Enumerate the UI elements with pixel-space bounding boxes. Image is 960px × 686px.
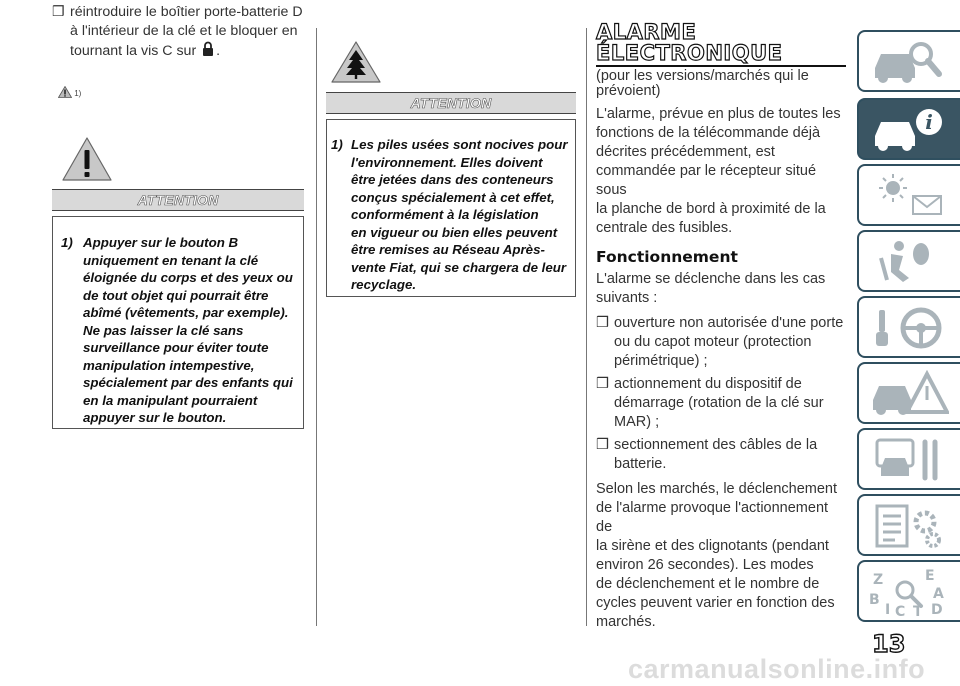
attention-line: conçus spécialement à cet effet,: [351, 189, 555, 205]
paragraph: [596, 105, 848, 238]
attention-line: Appuyer sur le bouton B: [83, 235, 239, 250]
subsection-title: Fonctionnement: [596, 248, 738, 266]
attention-line: appuyer sur le bouton.: [83, 410, 227, 425]
attention-line: être remises au Réseau Après-: [351, 242, 545, 257]
attention-line: uniquement en tenant la clé: [83, 252, 259, 268]
bullet-item: [596, 375, 848, 432]
attention-line: l'environnement. Elles doivent: [351, 154, 543, 170]
attention-line: Les piles usées sont nocives pour: [351, 137, 568, 152]
tab-emergency[interactable]: [857, 362, 960, 424]
checkbox-bullet-icon: ❒: [596, 315, 609, 331]
column-divider: [316, 28, 317, 626]
paragraph-line: L'alarme se déclenche dans les cas: [596, 271, 826, 287]
tab-maintenance[interactable]: [857, 428, 960, 490]
attention-box: [52, 216, 304, 429]
svg-text:i: i: [925, 110, 933, 134]
car-info-icon: [869, 106, 949, 154]
page-number: 13: [872, 630, 906, 658]
checkbox-bullet-icon: ❒: [52, 4, 65, 20]
tab-car-info[interactable]: [857, 98, 960, 160]
paragraph-line: de déclenchement et le nombre de: [596, 576, 820, 592]
column-divider: [586, 28, 587, 626]
paragraph-line: la sirène et des clignotants (pendant: [596, 538, 829, 554]
attention-line: de tout objet qui pourrait être: [83, 287, 269, 303]
attention-line: en vigueur ou bien elles peuvent: [351, 224, 558, 240]
warning-exclamation-icon: [61, 136, 113, 182]
bullet-line: périmétrique) ;: [614, 353, 708, 369]
alphabet-index-icon: [869, 568, 949, 616]
svg-text:Z: Z: [873, 572, 884, 588]
bullet-line: ouverture non autorisée d'une porte: [614, 315, 844, 331]
car-search-icon: [869, 38, 949, 86]
warning-lights-icon: [869, 172, 949, 220]
column-3: [596, 22, 848, 632]
attention-line: manipulation intempestive,: [83, 357, 255, 373]
svg-text:T: T: [913, 604, 923, 616]
attention-header: ATTENTION: [52, 189, 304, 211]
svg-text:I: I: [885, 602, 891, 616]
paragraph-line: marchés.: [596, 614, 656, 630]
tab-safety[interactable]: [857, 230, 960, 292]
bullet-line: démarrage (rotation de la clé sur: [614, 395, 824, 411]
bullet-line: sectionnement des câbles de la: [614, 437, 818, 453]
paragraph-line: fonctions de la télécommande déjà: [596, 125, 821, 141]
section-title: ALARME ÉLECTRONIQUE: [596, 20, 783, 65]
bullet-list: [596, 314, 848, 474]
tab-car-knowledge[interactable]: [857, 30, 960, 92]
bullet-line: batterie.: [614, 456, 667, 472]
svg-text:A: A: [933, 586, 944, 602]
paragraph-line: de l'alarme provoque l'actionnement de: [596, 500, 829, 535]
watermark: carmanualsonline.info: [628, 654, 926, 684]
attention-text: 1) Appuyer sur le bouton B uniquement en tenant la clé éloignée du corps et des yeux ou de tout objet qui pourrait être abîmé (vêtements, par exemple). Ne pas laisser la clé sans surveillance pour éviter toute manipulation intempestive, spécialement par des enfants qui en la manipulant pourraient appuyer sur le bouton.: [53, 234, 303, 427]
bullet-line: MAR) ;: [614, 414, 660, 430]
footnote-ref: 1): [58, 86, 81, 98]
paragraph: [596, 480, 848, 632]
airbag-seat-icon: [869, 238, 949, 286]
paragraph-line: suivants :: [596, 290, 658, 306]
attention-header: ATTENTION: [326, 92, 576, 114]
tab-technical-data[interactable]: [857, 494, 960, 556]
car-warning-triangle-icon: [869, 370, 949, 418]
bullet-line: ou du capot moteur (protection: [614, 334, 812, 350]
padlock-icon: [202, 41, 214, 57]
attention-line: conformément à la législation: [351, 207, 539, 222]
recycle-tree-icon: [330, 40, 382, 84]
paragraph-line: commandée par le récepteur situé sous: [596, 163, 817, 198]
warning-triangle-icon: [58, 86, 72, 98]
attention-line: surveillance pour éviter toute: [83, 340, 269, 355]
paragraph-line: centrale des fusibles.: [596, 220, 733, 236]
car-tools-icon: [869, 436, 949, 484]
checkbox-bullet-icon: ❒: [596, 376, 609, 392]
paragraph-line: cycles peuvent varier en fonction des: [596, 595, 835, 611]
svg-text:D: D: [931, 602, 943, 616]
specs-gear-icon: [869, 502, 949, 550]
attention-line: abîmé (vêtements, par exemple).: [83, 305, 289, 320]
tab-index[interactable]: [857, 560, 960, 622]
attention-line: Ne pas laisser la clé sans: [83, 322, 244, 338]
bullet-item: [596, 314, 848, 371]
column-1: [52, 3, 304, 61]
steering-wheel-icon: [869, 304, 949, 352]
paragraph-line: Selon les marchés, le déclenchement: [596, 481, 837, 497]
paragraph-line: décrites précédemment, est: [596, 144, 775, 160]
paragraph-line: L'alarme, prévue en plus de toutes les: [596, 106, 841, 122]
paragraph-line: environ 26 secondes). Les modes: [596, 557, 814, 573]
attention-line: vente Fiat, qui se chargera de leur: [351, 259, 567, 275]
subtitle: (pour les versions/marchés qui le prévoient): [596, 68, 809, 99]
tab-warning-lights[interactable]: [857, 164, 960, 226]
svg-text:B: B: [869, 592, 880, 608]
bullet-item: [596, 436, 848, 474]
bullet-item: ❒ réintroduire le boîtier porte-batterie D à l'intérieur de la clé et le bloquer en tournant la vis C sur .: [52, 4, 303, 59]
tab-starting-driving[interactable]: [857, 296, 960, 358]
attention-line: recyclage.: [351, 277, 417, 292]
attention-line: éloignée du corps et des yeux ou: [83, 270, 293, 285]
svg-text:C: C: [895, 604, 906, 616]
title-underline: [596, 65, 846, 67]
paragraph: [596, 270, 848, 308]
checkbox-bullet-icon: ❒: [596, 437, 609, 453]
paragraph-line: la planche de bord à proximité de la: [596, 201, 826, 217]
svg-text:E: E: [925, 568, 935, 584]
attention-line: être jetées dans des conteneurs: [351, 172, 554, 187]
attention-line: en la manipulant pourraient: [83, 392, 258, 408]
attention-text: 1) Les piles usées sont nocives pour l'environnement. Elles doivent être jetées dans des conteneurs conçus spécialement à cet effet, conformément à la législation en vigueur ou bien elles peuvent être remises au Réseau Après- vente Fiat, qui se chargera de leur recyclage.: [327, 136, 575, 294]
attention-line: spécialement par des enfants qui: [83, 375, 293, 390]
attention-box: [326, 119, 576, 297]
bullet-line: actionnement du dispositif de: [614, 376, 802, 392]
